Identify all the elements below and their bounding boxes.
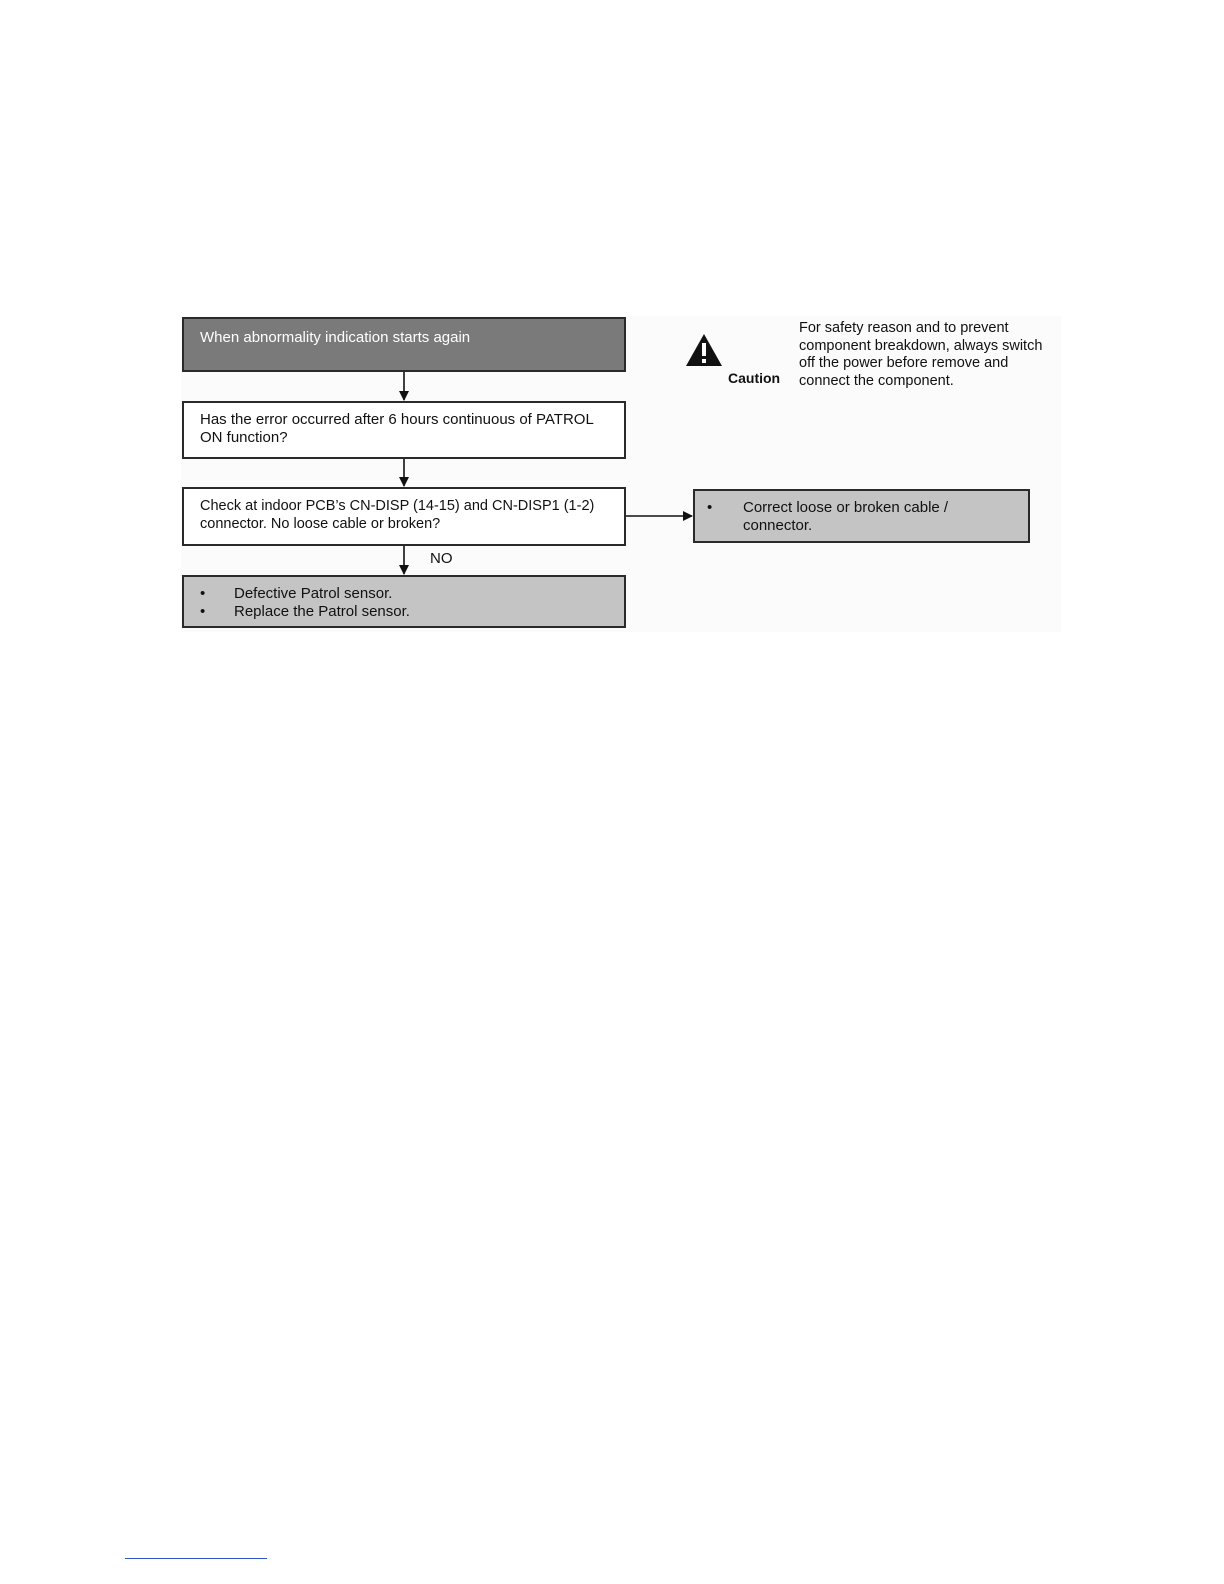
- caution-notice: [685, 332, 785, 386]
- no-branch-label: NO: [430, 550, 453, 567]
- result-item-text: Replace the Patrol sensor.: [234, 603, 410, 620]
- warning-triangle-icon: [685, 332, 723, 368]
- footer-link-line: [125, 1558, 267, 1559]
- bullet-icon: •: [200, 585, 206, 602]
- caution-label: Caution: [728, 370, 781, 386]
- bullet-item: [707, 499, 1018, 535]
- start-text: When abnormality indication starts again: [200, 329, 471, 346]
- bullet-item: [200, 603, 614, 621]
- action-box-correct-cable: [693, 489, 1030, 543]
- question-text-patrol-on: Has the error occurred after 6 hours continuous of PATROL ON function?: [200, 411, 594, 446]
- result-box-replace-sensor: [182, 575, 626, 628]
- troubleshooting-flowchart: [181, 316, 1061, 632]
- question-box-patrol-on: [182, 401, 626, 459]
- bullet-item: [200, 585, 614, 603]
- question-text-connector-check: Check at indoor PCB’s CN-DISP (14-15) and CN-DISP1 (1-2) connector. No loose cable or broken?: [200, 498, 595, 532]
- result-item-text: Defective Patrol sensor.: [234, 585, 393, 602]
- caution-text: For safety reason and to prevent component breakdown, always switch off the power before remove and connect the component.: [799, 320, 1043, 389]
- start-box: [182, 317, 626, 372]
- bullet-icon: •: [707, 499, 713, 516]
- fix-item-text: Correct loose or broken cable / connector.: [743, 499, 949, 534]
- bullet-icon: •: [200, 603, 206, 620]
- question-box-connector-check: [182, 487, 626, 546]
